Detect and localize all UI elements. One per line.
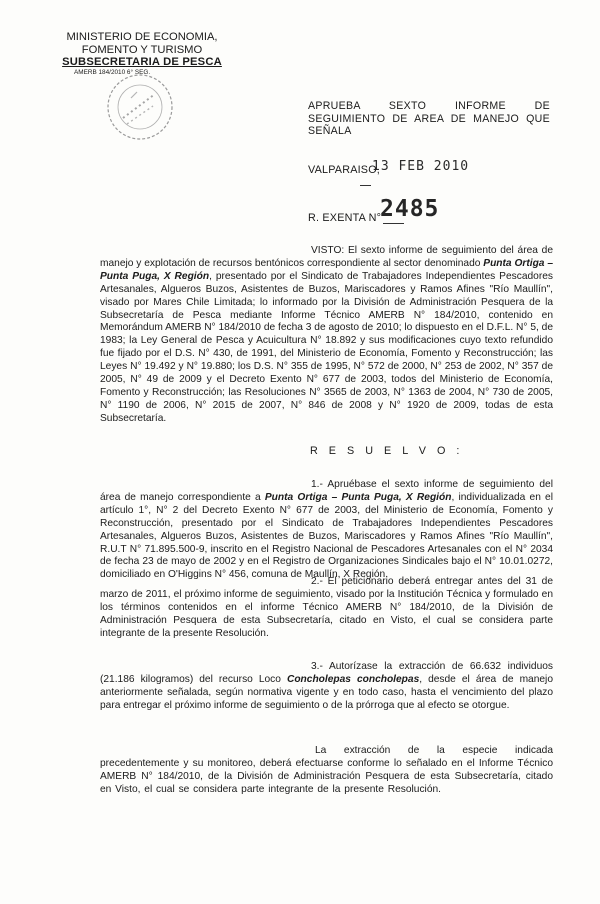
city-label: VALPARAISO, [308, 164, 381, 176]
article-3-extraction-paragraph: La extracción de la especie indicada precedentemente y su monitoreo, deberá efectuarse conforme lo señalado en el Informe Técnico AMERB N° 184/2010, de la División de Administración Pesquera de esta Subsecretaría, citado en Visto, el cual se considera parte integrante de la presente Resolución. [100, 745, 553, 795]
resolution-number: 2485 [380, 196, 440, 222]
vistos-label: VISTO [311, 245, 342, 256]
separator-dash [360, 185, 371, 186]
ministry-line-1: MINISTERIO DE ECONOMIA, [66, 31, 218, 43]
article-1-sector: Punta Ortiga – Punta Puga, X Región [264, 491, 452, 503]
resuelvo-heading: R E S U E L V O : [310, 445, 464, 457]
article-3: 3.- Autorízase la extracción de 66.632 individuos (21.186 kilogramos) del recurso Loco Concholepas concholepas, desde el área de manejo anteriormente señalada, según normativa vigente y en todo caso, hasta el vencimiento del plazo para entregar el próximo informe de seguimiento o de la prórroga que al efecto se otorgue. [100, 661, 553, 711]
species-name: Concholepas concholepas [286, 673, 420, 685]
vistos-paragraph: VISTO: El sexto informe de seguimiento del área de manejo y explotación de recursos bentónicos correspondiente al sector denominado Punta Ortiga – Punta Puga, X Región, presentado por el Sindicato de Trabajadores Independientes Pescadores Artesanales, Algueros Buzos, Asistentes de Buzos, Mariscadores y Ramos Afines "Río Maullín", visado por Mares Chile Limitada; lo informado por la División de Administración Pesquera de la Subsecretaría de Pesca mediante Informe Técnico AMERB N° 184/2010, contenido en Memorándum AMERB N° 184/2010 de fecha 3 de agosto de 2010; lo dispuesto en el D.F.L. N° 5, de 1983; la Ley General de Pesca y Acuicultura N° 18.892 y sus modificaciones cuyo texto refundido fue fijado por el D.S. N° 430, de 1991, del Ministerio de Economía, Fomento y Reconstrucción; las Leyes N° 19.492 y N° 19.880; los D.S. N° 355 de 1995, N° 572 de 2000, N° 253 de 2002, N° 357 de 2005, N° 49 de 2009 y el Decreto Exento N° 677 de 2003, todos del Ministerio de Economía, Fomento y Reconstrucción; las Resoluciones N° 3565 de 2003, N° 1363 de 2004, N° 730 de 2005, N° 1190 de 2006, N° 2015 de 2007, N° 846 de 2008 y N° 1920 de 2009, todas de esta Subsecretaría. [100, 245, 553, 424]
sector-name: Punta Ortiga – Punta Puga, X Región [100, 257, 553, 282]
undersecretariat-title: SUBSECRETARIA DE PESCA [62, 56, 222, 68]
resolution-summary: APRUEBA SEXTO INFORME DE SEGUIMIENTO DE AREA DE MANEJO QUE SEÑALA [308, 100, 550, 137]
file-reference: AMERB 184/2010 6° SEG. [74, 68, 151, 76]
resolution-label-text: R. EXENTA N° [308, 212, 382, 224]
date-stamp: 13 FEB 2010 [372, 159, 470, 174]
official-seal-stamp [103, 70, 177, 144]
article-2: 2.- El peticionario deberá entregar antes del 31 de marzo de 2011, el próximo informe de seguimiento, visado por la Institución Técnica y formulado en los términos contenidos en el informe Técnico AMERB N° 184/2010, de la División de Administración Pesquera de esta Subsecretaría, citado en Visto, el cual se considera parte integrante de la presente Resolución. [100, 576, 553, 639]
ministry-line-2: FOMENTO Y TURISMO [81, 43, 203, 56]
vistos-section [100, 245, 553, 426]
article-1: 1.- Apruébase el sexto informe de seguimiento del área de manejo correspondiente a Punta Ortiga – Punta Puga, X Región, individualizada en el artículo 1°, N° 2 del Decreto Exento N° 677 de 2003, del Ministerio de Economía, Fomento y Reconstrucción, presentado por el Sindicato de Trabajadores Independientes Pescadores Artesanales, Algueros Buzos, Asistentes de Buzos, Mariscadores y Ramos Afines "Río Maullín", R.U.T N° 71.895.500-9, inscrito en el Registro Nacional de Pescadores Artesanales con el N° 2034 de fecha 23 de mayo de 2002 y en el Registro de Organizaciones Sindicales bajo el N° 10.01.0272, domiciliado en O'Higgins N° 456, comuna de Maullín, X Región. [100, 479, 553, 581]
